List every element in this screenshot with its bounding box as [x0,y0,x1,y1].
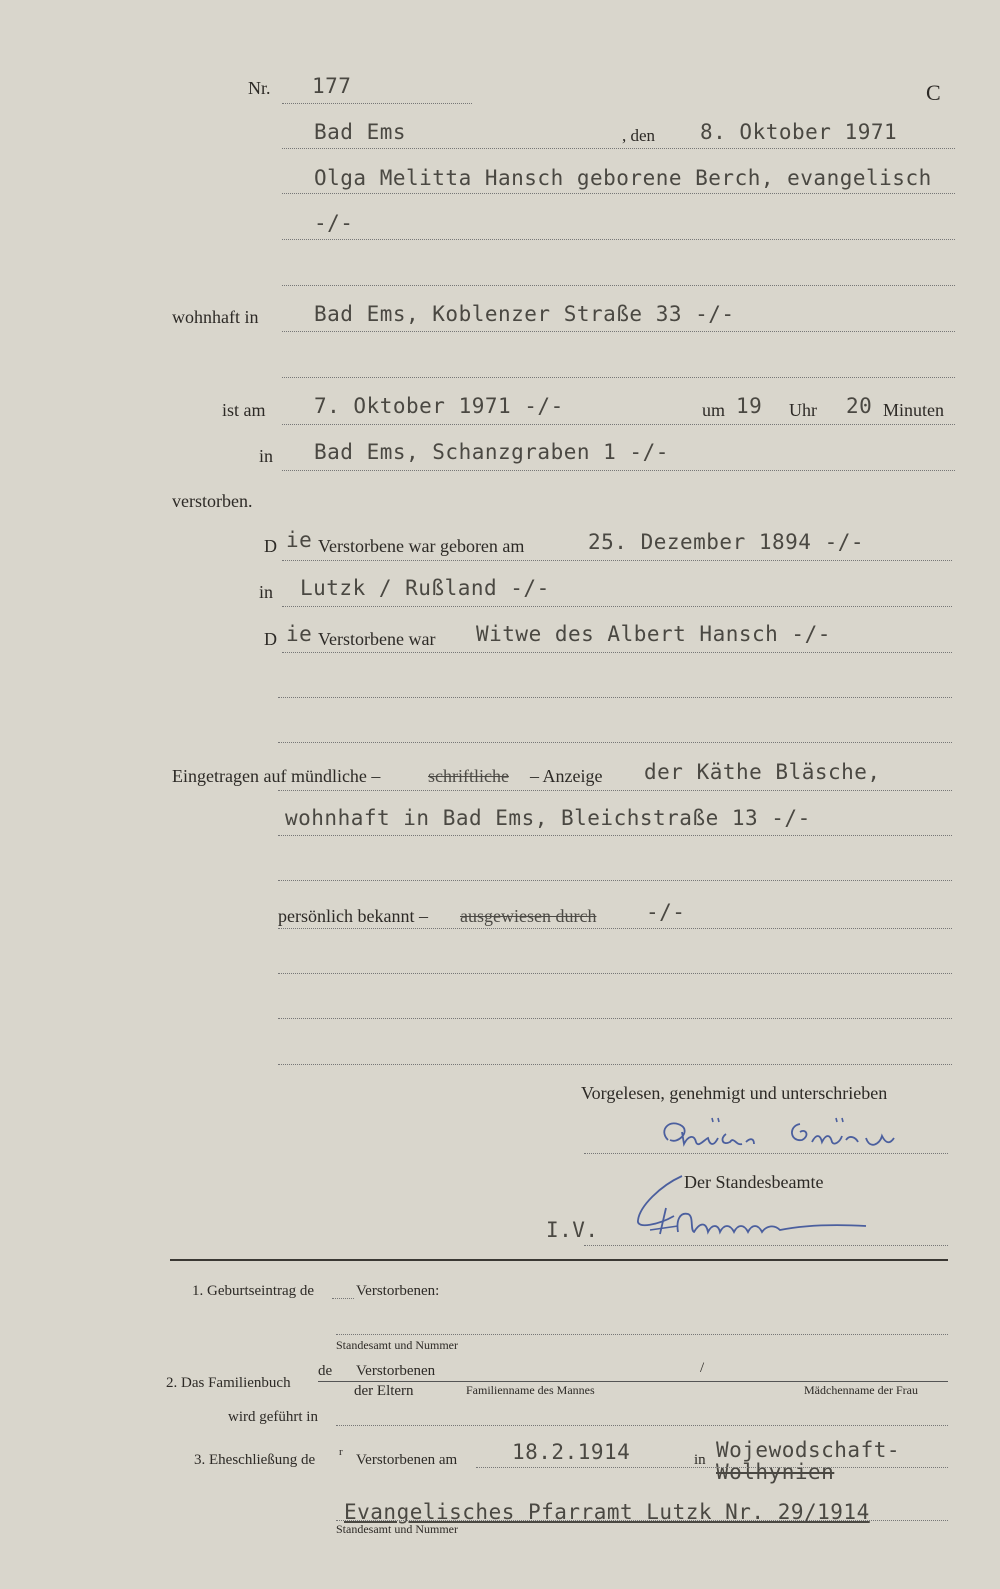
official-label: Der Standesbeamte [684,1172,824,1192]
maedchenname-frau-label: Mädchenname der Frau [804,1383,918,1397]
known-label: persönlich bekannt – [278,906,428,926]
nr-label: Nr. [248,78,271,98]
item1-de-line [332,1298,354,1299]
item2-slash: / [700,1360,705,1376]
birth-date: 25. Dezember 1894 -/- [588,530,865,554]
item3-label: 3. Eheschließung de [194,1452,316,1468]
uhr-label: Uhr [789,400,817,420]
item2-label: 2. Das Familienbuch [166,1375,291,1391]
official-signature-line [584,1245,948,1246]
um-label: um [702,400,726,420]
birth-ie-typed: ie [286,528,313,552]
death-in-label: in [259,446,274,466]
residence-label: wohnhaft in [172,307,259,327]
item3-in: in [694,1452,706,1468]
ist-am-label: ist am [222,400,266,420]
status-line [282,652,952,653]
birth-d-label: D [264,536,277,556]
informant-address: wohnhaft in Bad Ems, Bleichstraße 13 -/- [285,806,811,830]
standesamt-nummer-label-2: Standesamt und Nummer [336,1522,458,1536]
registration-struck: schriftliche [428,766,509,786]
blank-line-1 [282,285,955,286]
official-signature [630,1172,890,1248]
register-office: Evangelisches Pfarramt Lutzk Nr. 29/1914 [344,1500,870,1524]
status-ie-typed: ie [286,622,313,646]
item3-suffix: Verstorbenen am [356,1452,458,1468]
known-line [278,928,952,929]
nr-line [282,103,472,104]
item2-verstorbenen: Verstorbenen [356,1363,436,1379]
standesamt-nummer-label: Standesamt und Nummer [336,1338,458,1352]
registry-date: 8. Oktober 1971 [700,120,898,144]
residence-line [282,331,955,332]
death-place-line [282,470,955,471]
residence-value: Bad Ems, Koblenzer Straße 33 -/- [314,302,735,326]
registry-place: Bad Ems [314,120,407,144]
place-date-line [282,148,955,149]
death-date: 7. Oktober 1971 -/- [314,394,564,418]
deceased-line2: -/- [314,211,354,235]
item2-fraction-line [318,1381,948,1382]
verstorben-label: verstorben. [172,491,253,511]
birth-place: Lutzk / Rußland -/- [300,576,550,600]
den-label: , den [622,126,656,145]
registration-label-1: Eingetragen auf mündliche – [172,766,381,786]
item2-eltern: der Eltern [354,1383,414,1399]
birth-in-label: in [259,582,274,602]
deceased-name: Olga Melitta Hansch geborene Berch, evangelisch [314,166,932,190]
marriage-place-1: Wojewodschaft- [716,1438,901,1462]
minuten-label: Minuten [883,400,944,420]
item3-r: r [339,1446,343,1458]
item1-suffix: Verstorbenen: [356,1283,440,1299]
death-hour: 19 [736,394,763,418]
blank-line-5 [278,880,952,881]
death-minutes: 20 [846,394,873,418]
item1-line [336,1334,948,1335]
address-line [278,835,952,836]
marriage-place-2: Wolhynien [716,1460,835,1484]
item2-de: de [318,1363,333,1379]
familienname-mann-label: Familienname des Mannes [466,1383,595,1397]
iv-label: I.V. [546,1218,599,1242]
name-line [282,193,955,194]
marriage-date: 18.2.1914 [512,1440,631,1464]
wird-gefuehrt-label: wird geführt in [228,1409,318,1425]
status-label: Verstorbene war [318,629,436,649]
known-struck: ausgewiesen durch [460,906,597,926]
footer-separator [170,1259,948,1261]
item1-label: 1. Geburtseintrag de [192,1283,315,1299]
item3-line [476,1467,948,1468]
known-value: -/- [646,900,686,924]
blank-line-7 [278,1018,952,1019]
blank-line-8 [278,1064,952,1065]
blank-line-2 [282,377,955,378]
registration-label-2: – Anzeige [530,766,603,786]
informant-name: der Käthe Bläsche, [644,760,881,784]
status-value: Witwe des Albert Hansch -/- [476,622,831,646]
blank-line-4 [278,742,952,743]
register-office-line [336,1520,948,1521]
read-approved-label: Vorgelesen, genehmigt und unterschrieben [581,1083,888,1103]
death-date-line [282,424,955,425]
death-place: Bad Ems, Schanzgraben 1 -/- [314,440,669,464]
record-number: 177 [312,74,352,98]
informant-signature-line [584,1153,948,1154]
status-d-label: D [264,629,277,649]
birth-place-line [282,606,952,607]
birth-label: Verstorbene war geboren am [318,536,525,556]
blank-line-3 [278,697,952,698]
informant-line [278,790,952,791]
line2-line [282,239,955,240]
birth-date-line [282,560,952,561]
form-letter: C [926,80,941,105]
blank-line-6 [278,973,952,974]
wird-gefuehrt-line [336,1425,948,1426]
